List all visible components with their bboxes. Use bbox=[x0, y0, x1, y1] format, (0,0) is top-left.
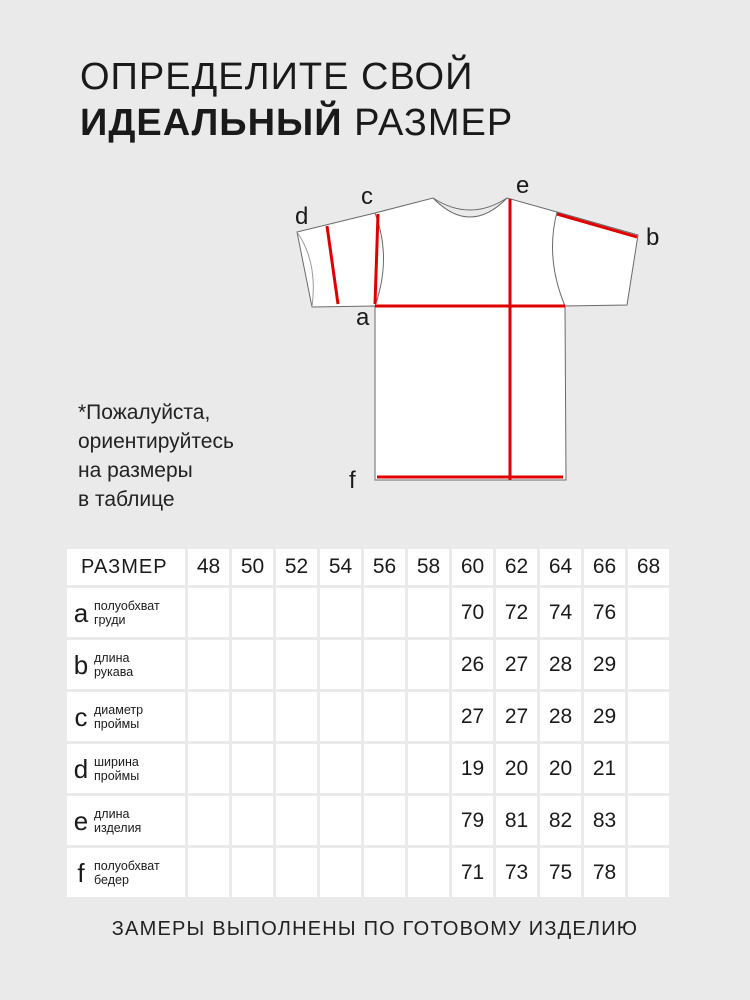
table-cell bbox=[232, 744, 273, 793]
table-cell bbox=[628, 640, 669, 689]
size-header-cell: 48 bbox=[188, 549, 229, 585]
table-cell: 83 bbox=[584, 796, 625, 845]
table-cell: 27 bbox=[452, 692, 493, 741]
table-cell bbox=[628, 796, 669, 845]
table-cell: 26 bbox=[452, 640, 493, 689]
table-cell bbox=[364, 744, 405, 793]
title-line-1: ОПРЕДЕЛИТЕ СВОЙ bbox=[80, 56, 474, 98]
table-cell bbox=[320, 588, 361, 637]
table-cell bbox=[188, 848, 229, 897]
size-header-cell: 66 bbox=[584, 549, 625, 585]
row-header bbox=[67, 796, 185, 845]
footer-note: ЗАМЕРЫ ВЫПОЛНЕНЫ ПО ГОТОВОМУ ИЗДЕЛИЮ bbox=[111, 918, 639, 940]
label-d: d bbox=[295, 203, 309, 230]
table-cell: 82 bbox=[540, 796, 581, 845]
table-row bbox=[67, 744, 669, 793]
row-header bbox=[67, 848, 185, 897]
table-cell bbox=[188, 796, 229, 845]
table-cell: 70 bbox=[452, 588, 493, 637]
size-header-cell: 56 bbox=[364, 549, 405, 585]
table-cell bbox=[276, 796, 317, 845]
row-description-line: рукава bbox=[94, 664, 134, 679]
row-description-line: ширина bbox=[94, 754, 139, 769]
table-cell: 81 bbox=[496, 796, 537, 845]
note-line: ориентируйтесь bbox=[78, 430, 234, 453]
row-description-line: полуобхват bbox=[94, 598, 160, 613]
size-header-cell: 52 bbox=[276, 549, 317, 585]
size-header-cell: 64 bbox=[540, 549, 581, 585]
table-cell: 21 bbox=[584, 744, 625, 793]
table-row bbox=[67, 692, 669, 741]
size-header-label bbox=[67, 549, 185, 585]
size-note bbox=[78, 398, 234, 514]
row-letter: e bbox=[73, 805, 89, 836]
table-cell bbox=[408, 796, 449, 845]
table-cell: 29 bbox=[584, 692, 625, 741]
size-header-cell: 62 bbox=[496, 549, 537, 585]
table-cell: 78 bbox=[584, 848, 625, 897]
table-cell: 71 bbox=[452, 848, 493, 897]
row-header-wrap bbox=[67, 599, 185, 627]
table-cell bbox=[320, 640, 361, 689]
table-cell bbox=[364, 640, 405, 689]
table-cell bbox=[364, 588, 405, 637]
table-cell bbox=[320, 848, 361, 897]
row-description bbox=[94, 599, 160, 627]
table-cell bbox=[628, 744, 669, 793]
table-cell: 28 bbox=[540, 640, 581, 689]
row-description bbox=[94, 703, 143, 731]
size-header-cell: 68 bbox=[628, 549, 669, 585]
table-cell: 73 bbox=[496, 848, 537, 897]
table-cell bbox=[232, 848, 273, 897]
table-cell: 20 bbox=[540, 744, 581, 793]
table-cell bbox=[364, 692, 405, 741]
row-description-line: груди bbox=[94, 612, 126, 627]
table-cell bbox=[408, 588, 449, 637]
size-header-cell: 50 bbox=[232, 549, 273, 585]
row-description-line: проймы bbox=[94, 768, 140, 783]
table-cell bbox=[188, 692, 229, 741]
row-description-line: диаметр bbox=[94, 702, 144, 717]
table-cell: 79 bbox=[452, 796, 493, 845]
row-description bbox=[94, 807, 141, 835]
table-cell bbox=[276, 640, 317, 689]
table-cell bbox=[408, 848, 449, 897]
row-header bbox=[67, 744, 185, 793]
table-cell bbox=[276, 848, 317, 897]
row-description bbox=[94, 859, 160, 887]
table-cell: 28 bbox=[540, 692, 581, 741]
table-cell: 19 bbox=[452, 744, 493, 793]
size-header-cell: 60 bbox=[452, 549, 493, 585]
table-row bbox=[67, 640, 669, 689]
size-header-cell: 54 bbox=[320, 549, 361, 585]
label-c: c bbox=[361, 183, 373, 210]
table-cell bbox=[628, 692, 669, 741]
table-cell bbox=[232, 588, 273, 637]
label-a: a bbox=[356, 304, 370, 331]
row-description-line: длина bbox=[94, 650, 130, 665]
table-cell: 27 bbox=[496, 640, 537, 689]
row-letter: f bbox=[77, 857, 85, 888]
table-cell bbox=[408, 692, 449, 741]
table-cell bbox=[364, 796, 405, 845]
table-cell bbox=[320, 796, 361, 845]
tshirt-outline bbox=[297, 198, 638, 480]
row-header-wrap bbox=[67, 755, 185, 783]
row-description-line: длина bbox=[94, 806, 130, 821]
row-header-wrap bbox=[67, 859, 185, 887]
table-cell bbox=[364, 848, 405, 897]
row-description bbox=[94, 651, 133, 679]
row-description-line: полуобхват bbox=[94, 858, 160, 873]
size-table-header bbox=[67, 549, 669, 585]
row-header bbox=[67, 588, 185, 637]
label-f: f bbox=[349, 467, 356, 494]
row-letter: c bbox=[74, 701, 88, 732]
table-cell: 20 bbox=[496, 744, 537, 793]
table-cell bbox=[408, 744, 449, 793]
size-header-cell: 58 bbox=[408, 549, 449, 585]
table-cell: 29 bbox=[584, 640, 625, 689]
note-line: на размеры bbox=[78, 459, 193, 482]
row-header-wrap bbox=[67, 651, 185, 679]
table-cell bbox=[188, 744, 229, 793]
table-cell: 76 bbox=[584, 588, 625, 637]
table-cell bbox=[276, 744, 317, 793]
title-rest-word: РАЗМЕР bbox=[354, 102, 514, 144]
table-row bbox=[67, 848, 669, 897]
row-letter: a bbox=[73, 597, 89, 628]
table-cell bbox=[232, 640, 273, 689]
table-cell: 74 bbox=[540, 588, 581, 637]
table-cell: 72 bbox=[496, 588, 537, 637]
label-e: e bbox=[516, 172, 530, 199]
table-cell bbox=[276, 588, 317, 637]
label-b: b bbox=[646, 224, 660, 251]
table-cell: 75 bbox=[540, 848, 581, 897]
row-header-wrap bbox=[67, 703, 185, 731]
row-description-line: проймы bbox=[94, 716, 140, 731]
row-letter: b bbox=[73, 649, 89, 680]
row-letter: d bbox=[73, 753, 89, 784]
note-line: в таблице bbox=[78, 488, 175, 511]
row-header bbox=[67, 640, 185, 689]
size-table bbox=[64, 546, 672, 900]
row-description-line: изделия bbox=[94, 820, 142, 835]
table-cell bbox=[408, 640, 449, 689]
table-row bbox=[67, 796, 669, 845]
table-cell bbox=[188, 588, 229, 637]
size-header-text: РАЗМЕР bbox=[81, 555, 168, 578]
title-bold-word: ИДЕАЛЬНЫЙ bbox=[80, 102, 343, 144]
table-row bbox=[67, 588, 669, 637]
table-cell bbox=[320, 692, 361, 741]
table-cell bbox=[232, 692, 273, 741]
table-cell bbox=[276, 692, 317, 741]
table-cell: 27 bbox=[496, 692, 537, 741]
table-cell bbox=[628, 588, 669, 637]
row-header bbox=[67, 692, 185, 741]
table-cell bbox=[188, 640, 229, 689]
table-cell bbox=[628, 848, 669, 897]
row-header-wrap bbox=[67, 807, 185, 835]
table-cell bbox=[232, 796, 273, 845]
table-cell bbox=[320, 744, 361, 793]
note-line: *Пожалуйста, bbox=[78, 401, 211, 424]
row-description bbox=[94, 755, 139, 783]
row-description-line: бедер bbox=[94, 872, 129, 887]
